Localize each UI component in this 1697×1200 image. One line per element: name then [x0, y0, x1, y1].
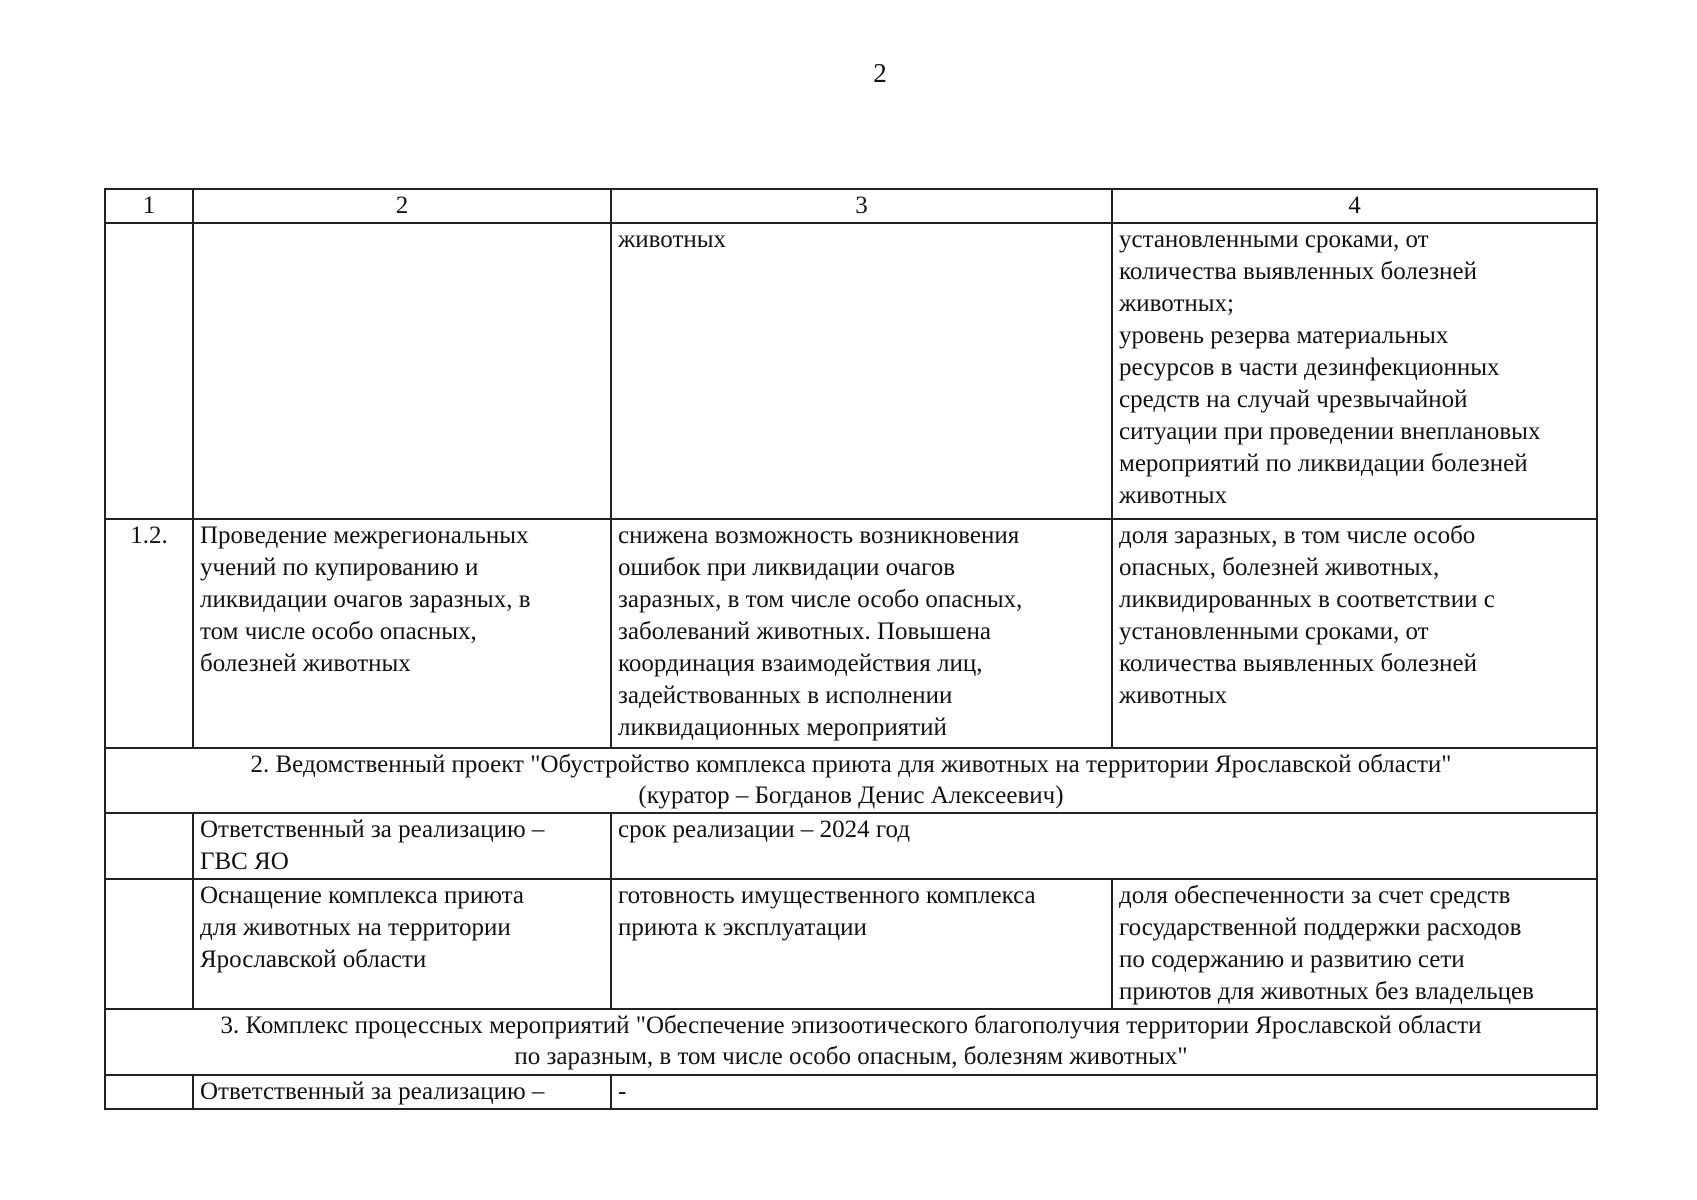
cell-responsible — [193, 1075, 611, 1109]
cell-result — [611, 519, 1112, 748]
cell-activity — [193, 223, 611, 519]
cell-text-line: Ответственный за реализацию – — [200, 816, 545, 843]
cell-num — [105, 1075, 193, 1109]
cell-text-line: том числе особо опасных, — [200, 618, 477, 645]
cell-text-line: задействованных в исполнении — [618, 682, 953, 709]
table-header-row — [105, 189, 1597, 223]
cell-indicator — [1112, 223, 1597, 519]
cell-text-line: заболеваний животных. Повышена — [618, 618, 991, 645]
cell-result — [611, 879, 1112, 1009]
header-col-4: 4 — [1112, 189, 1597, 223]
cell-text-line: количества выявленных болезней — [1119, 258, 1477, 285]
cell-deadline — [611, 1075, 1597, 1109]
cell-text-line: ликвидированных в соответствии с — [1119, 586, 1495, 613]
cell-text-line: доля обеспеченности за счет средств — [1119, 882, 1511, 909]
cell-text-line: животных — [1119, 682, 1228, 709]
cell-text-line: уровень резерва материальных — [1119, 322, 1449, 349]
cell-text-line: ситуации при проведении внеплановых — [1119, 418, 1541, 445]
measures-table — [104, 188, 1598, 1110]
cell-indicator — [1112, 519, 1597, 748]
table-row-continued — [105, 223, 1597, 519]
cell-text-line: для животных на территории — [200, 914, 511, 941]
cell-text-line: приюта к эксплуатации — [618, 914, 867, 941]
section-2-row — [105, 748, 1597, 813]
responsible-row-2 — [105, 813, 1597, 879]
cell-text-line: мероприятий по ликвидации болезней — [1119, 450, 1528, 477]
cell-num — [105, 879, 193, 1009]
cell-activity — [193, 519, 611, 748]
cell-activity — [193, 879, 611, 1009]
cell-result — [611, 223, 1112, 519]
cell-text-line: болезней животных — [200, 650, 411, 677]
table-row-equipment — [105, 879, 1597, 1009]
header-col-3: 3 — [611, 189, 1112, 223]
cell-text-line: животных — [1119, 482, 1228, 509]
cell-text-line: количества выявленных болезней — [1119, 650, 1477, 677]
cell-num — [105, 813, 193, 879]
cell-text-line: установленными сроками, от — [1119, 226, 1429, 253]
section-heading-line: 2. Ведомственный проект "Обустройство комплекса приюта для животных на территории Ярославской области" — [250, 751, 1452, 778]
cell-text-line: снижена возможность возникновения — [618, 522, 1020, 549]
section-heading-line: по заразным, в том числе особо опасным, болезням животных" — [514, 1043, 1188, 1070]
table-row-1-2 — [105, 519, 1597, 748]
section-heading-line: 3. Комплекс процессных мероприятий "Обеспечение эпизоотического благополучия территории Ярославской области — [220, 1012, 1482, 1039]
cell-text-line: установленными сроками, от — [1119, 618, 1429, 645]
cell-text-line: ресурсов в части дезинфекционных — [1119, 354, 1500, 381]
cell-responsible — [193, 813, 611, 879]
cell-text-line: заразных, в том числе особо опасных, — [618, 586, 1023, 613]
cell-text-line: доля заразных, в том числе особо — [1119, 522, 1476, 549]
cell-deadline — [611, 813, 1597, 879]
header-col-2: 2 — [193, 189, 611, 223]
cell-text-line: животных; — [1119, 290, 1235, 317]
section-heading-line: (куратор – Богданов Денис Алексеевич) — [638, 782, 1064, 809]
section-3-row — [105, 1009, 1597, 1075]
cell-text: срок реализации – 2024 год — [618, 816, 911, 843]
cell-text: Ответственный за реализацию – — [200, 1078, 545, 1105]
cell-num: 1.2. — [105, 519, 193, 748]
cell-text-line: координация взаимодействия лиц, — [618, 650, 983, 677]
page-number: 2 — [873, 58, 887, 88]
cell-text-line: государственной поддержки расходов — [1119, 914, 1522, 941]
header-col-1: 1 — [105, 189, 193, 223]
cell-text-line: Ярославской области — [200, 946, 427, 973]
cell-text-line: приютов для животных без владельцев — [1119, 978, 1534, 1005]
cell-text-line: средств на случай чрезвычайной — [1119, 386, 1468, 413]
cell-text-line: опасных, болезней животных, — [1119, 554, 1440, 581]
responsible-row-3 — [105, 1075, 1597, 1109]
cell-text-line: по содержанию и развитию сети — [1119, 946, 1465, 973]
cell-text-line: Проведение межрегиональных — [200, 522, 529, 549]
cell-text-line: ошибок при ликвидации очагов — [618, 554, 956, 581]
cell-text-line: учений по купированию и — [200, 554, 479, 581]
cell-text: животных — [618, 226, 727, 253]
cell-text-line: ликвидационных мероприятий — [618, 714, 947, 741]
cell-text-line: ликвидации очагов заразных, в — [200, 586, 531, 613]
cell-indicator — [1112, 879, 1597, 1009]
cell-text-line: ГВС ЯО — [200, 848, 289, 875]
cell-text: - — [618, 1078, 627, 1105]
section-2-heading — [105, 748, 1597, 813]
cell-text-line: готовность имущественного комплекса — [618, 882, 1036, 909]
cell-text-line: Оснащение комплекса приюта — [200, 882, 524, 909]
section-3-heading — [105, 1009, 1597, 1075]
cell-num — [105, 223, 193, 519]
